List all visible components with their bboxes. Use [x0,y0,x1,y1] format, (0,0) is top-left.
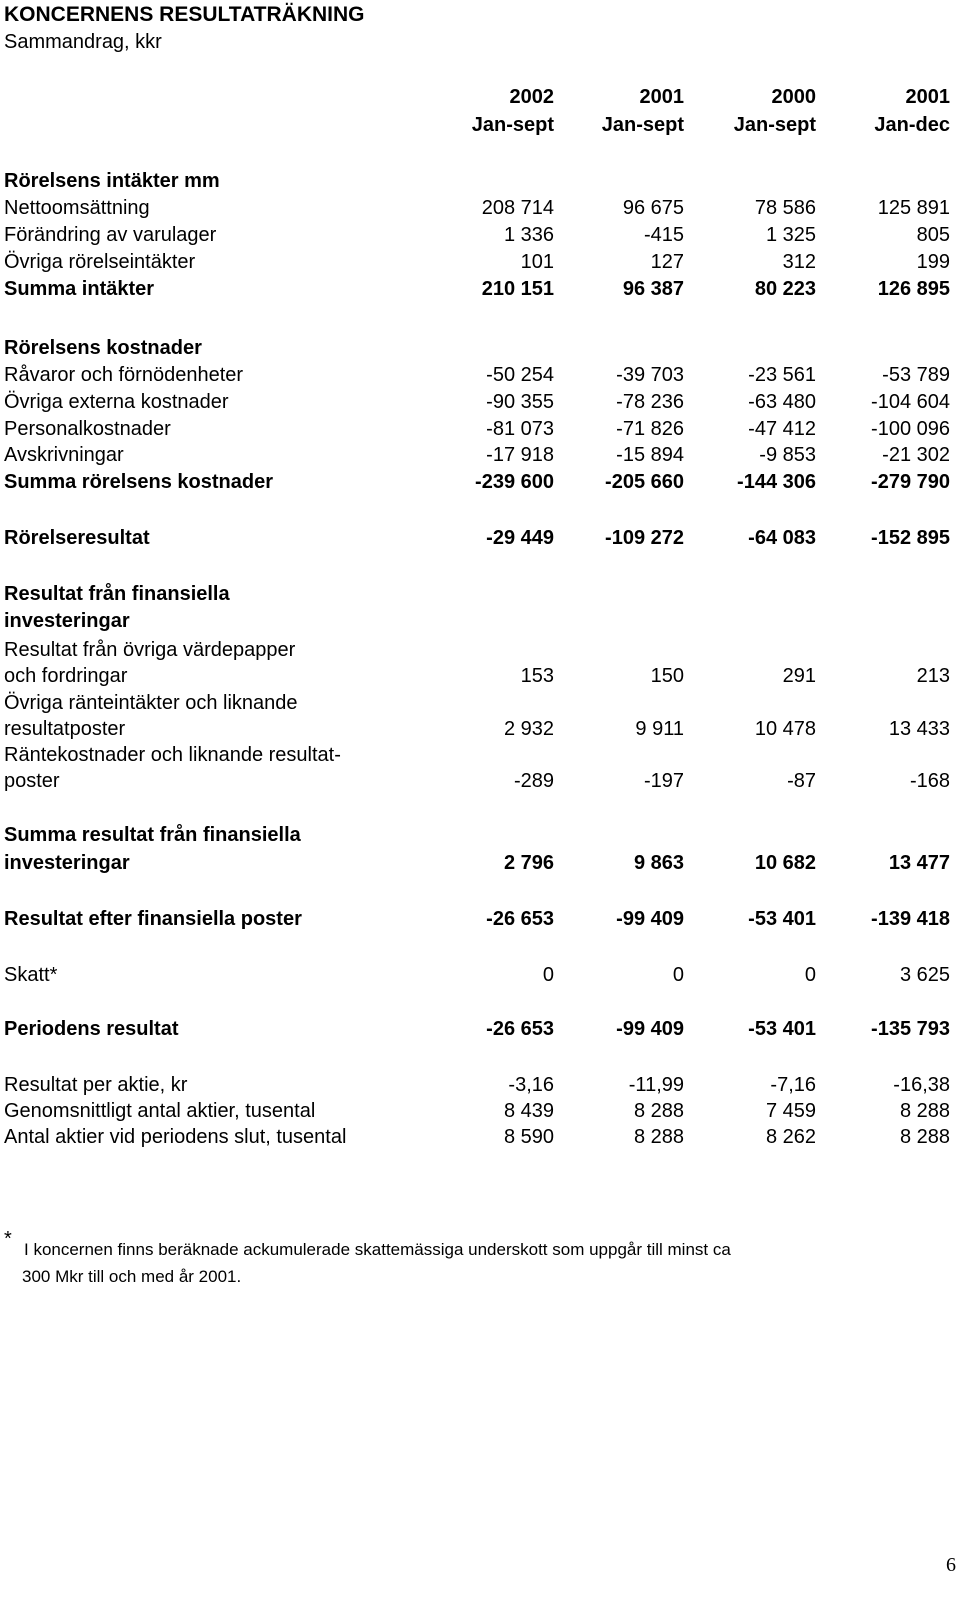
table-row [4,1098,950,1124]
total-row [4,850,950,876]
row-label: Förändring av varulager [4,224,217,246]
section-heading-operating-income [4,168,950,194]
row-label: poster [4,770,60,792]
cell-value: -90 355 [486,391,554,413]
cell-value: -17 918 [486,444,554,466]
cell-value: -139 418 [871,908,950,930]
cell-value: 7 459 [765,1100,816,1122]
cell-value: 8 590 [503,1126,554,1148]
total-row [4,469,950,495]
row-label: Övriga ränteintäkter och liknande [4,692,298,714]
row-label: Rörelsens intäkter mm [4,170,220,192]
column-header-years [4,84,950,110]
cell-value: -289 [513,770,554,792]
footnote-marker: * [4,1228,12,1250]
row-label: resultatposter [4,718,126,740]
cell-value: -99 409 [616,908,684,930]
cell-value: -26 653 [486,1018,554,1040]
cell-value: -26 653 [486,908,554,930]
cell-value: 13 433 [888,718,950,740]
cell-value: -15 894 [616,444,684,466]
total-row [4,1016,950,1042]
cell-value: 150 [650,665,684,687]
table-row [4,416,950,442]
table-row [4,195,950,221]
cell-value: -47 412 [748,418,816,440]
cell-value: -78 236 [616,391,684,413]
cell-value: -39 703 [616,364,684,386]
table-row [4,742,950,768]
cell-value: 8 288 [633,1126,684,1148]
total-row [4,822,950,848]
cell-value: -279 790 [871,471,950,493]
cell-value: -99 409 [616,1018,684,1040]
table-row [4,389,950,415]
cell-value: 80 223 [754,278,816,300]
cell-value: -168 [909,770,950,792]
section-heading-operating-costs [4,335,950,361]
table-row [4,962,950,988]
row-label: Räntekostnader och liknande resultat- [4,744,341,766]
cell-value: 8 262 [765,1126,816,1148]
cell-value: -23 561 [748,364,816,386]
section-heading-financial [4,581,950,607]
column-period: Jan-dec [874,114,950,136]
cell-value: -9 853 [759,444,816,466]
cell-value: -53 789 [882,364,950,386]
total-row [4,906,950,932]
cell-value: -239 600 [475,471,554,493]
row-label: Övriga externa kostnader [4,391,229,413]
cell-value: 8 439 [503,1100,554,1122]
row-label: Personalkostnader [4,418,171,440]
cell-value: -109 272 [605,527,684,549]
cell-value: 1 336 [503,224,554,246]
total-row [4,525,950,551]
table-row [4,222,950,248]
column-period: Jan-sept [601,114,684,136]
cell-value: 96 675 [622,197,684,219]
cell-value: 96 387 [622,278,684,300]
cell-value: 153 [520,665,554,687]
row-label: investeringar [4,852,130,874]
column-year: 2002 [509,86,554,108]
cell-value: 127 [650,251,684,273]
table-row [4,1072,950,1098]
cell-value: 9 863 [633,852,684,874]
cell-value: -135 793 [871,1018,950,1040]
cell-value: 291 [782,665,816,687]
table-row [4,663,950,689]
footnote-text: 300 Mkr till och med år 2001. [22,1267,242,1286]
row-label: Antal aktier vid periodens slut, tusental [4,1126,347,1148]
row-label: Periodens resultat [4,1018,179,1040]
cell-value: 10 682 [754,852,816,874]
cell-value: 1 325 [765,224,816,246]
cell-value: 312 [782,251,816,273]
cell-value: 208 714 [481,197,554,219]
cell-value: -63 480 [748,391,816,413]
cell-value: 0 [542,964,554,986]
cell-value: 9 911 [635,718,684,740]
column-year: 2000 [771,86,816,108]
cell-value: 126 895 [877,278,950,300]
cell-value: 8 288 [899,1126,950,1148]
cell-value: -71 826 [616,418,684,440]
cell-value: -7,16 [770,1074,816,1096]
row-label: Resultat efter finansiella poster [4,908,302,930]
column-period: Jan-sept [471,114,554,136]
cell-value: 199 [916,251,950,273]
row-label: Summa resultat från finansiella [4,824,301,846]
cell-value: -104 604 [871,391,950,413]
column-year: 2001 [639,86,684,108]
document-subtitle: Sammandrag, kkr [4,31,162,53]
cell-value: -205 660 [605,471,684,493]
cell-value: 2 932 [503,718,554,740]
cell-value: -81 073 [486,418,554,440]
row-label: investeringar [4,610,130,632]
table-row [4,768,950,794]
row-label: Skatt* [4,964,58,986]
total-row [4,276,950,302]
cell-value: 78 586 [754,197,816,219]
table-row [4,1124,950,1150]
cell-value: -11,99 [628,1074,684,1096]
row-label: Summa intäkter [4,278,155,300]
cell-value: 8 288 [633,1100,684,1122]
cell-value: -21 302 [882,444,950,466]
cell-value: -144 306 [737,471,816,493]
cell-value: 13 477 [888,852,950,874]
row-label: Råvaror och förnödenheter [4,364,244,386]
row-label: Avskrivningar [4,444,124,466]
cell-value: -415 [643,224,684,246]
row-label: Övriga rörelseintäkter [4,251,196,273]
row-label: Summa rörelsens kostnader [4,471,273,493]
cell-value: -16,38 [893,1074,950,1096]
cell-value: -100 096 [871,418,950,440]
cell-value: -152 895 [871,527,950,549]
cell-value: -3,16 [508,1074,554,1096]
table-row [4,249,950,275]
column-header-periods [4,112,950,138]
row-label: Resultat från finansiella [4,583,230,605]
row-label: Resultat från övriga värdepapper [4,639,296,661]
row-label: Nettoomsättning [4,197,150,219]
footnote-text: I koncernen finns beräknade ackumulerade skattemässiga underskott som uppgår till minst ca [24,1240,731,1259]
table-row [4,637,950,663]
cell-value: -29 449 [486,527,554,549]
row-label: Resultat per aktie, kr [4,1074,188,1096]
column-year: 2001 [905,86,950,108]
cell-value: -53 401 [748,1018,816,1040]
cell-value: 805 [916,224,950,246]
cell-value: 2 796 [503,852,554,874]
row-label: Rörelsens kostnader [4,337,202,359]
document-title: KONCERNENS RESULTATRÄKNING [4,3,365,26]
cell-value: -64 083 [748,527,816,549]
cell-value: 3 625 [899,964,950,986]
cell-value: 0 [804,964,816,986]
page-number: 6 [946,1554,956,1576]
section-heading-financial-cont [4,608,950,634]
cell-value: 0 [672,964,684,986]
column-period: Jan-sept [733,114,816,136]
cell-value: -53 401 [748,908,816,930]
cell-value: 101 [520,251,554,273]
cell-value: -50 254 [486,364,554,386]
cell-value: -87 [787,770,816,792]
table-row [4,442,950,468]
table-row [4,362,950,388]
table-row [4,690,950,716]
row-label: Genomsnittligt antal aktier, tusental [4,1100,316,1122]
row-label: och fordringar [4,665,128,687]
cell-value: 10 478 [754,718,816,740]
table-row [4,716,950,742]
cell-value: 8 288 [899,1100,950,1122]
cell-value: -197 [643,770,684,792]
row-label: Rörelseresultat [4,527,150,549]
cell-value: 210 151 [481,278,554,300]
cell-value: 125 891 [877,197,950,219]
cell-value: 213 [916,665,950,687]
